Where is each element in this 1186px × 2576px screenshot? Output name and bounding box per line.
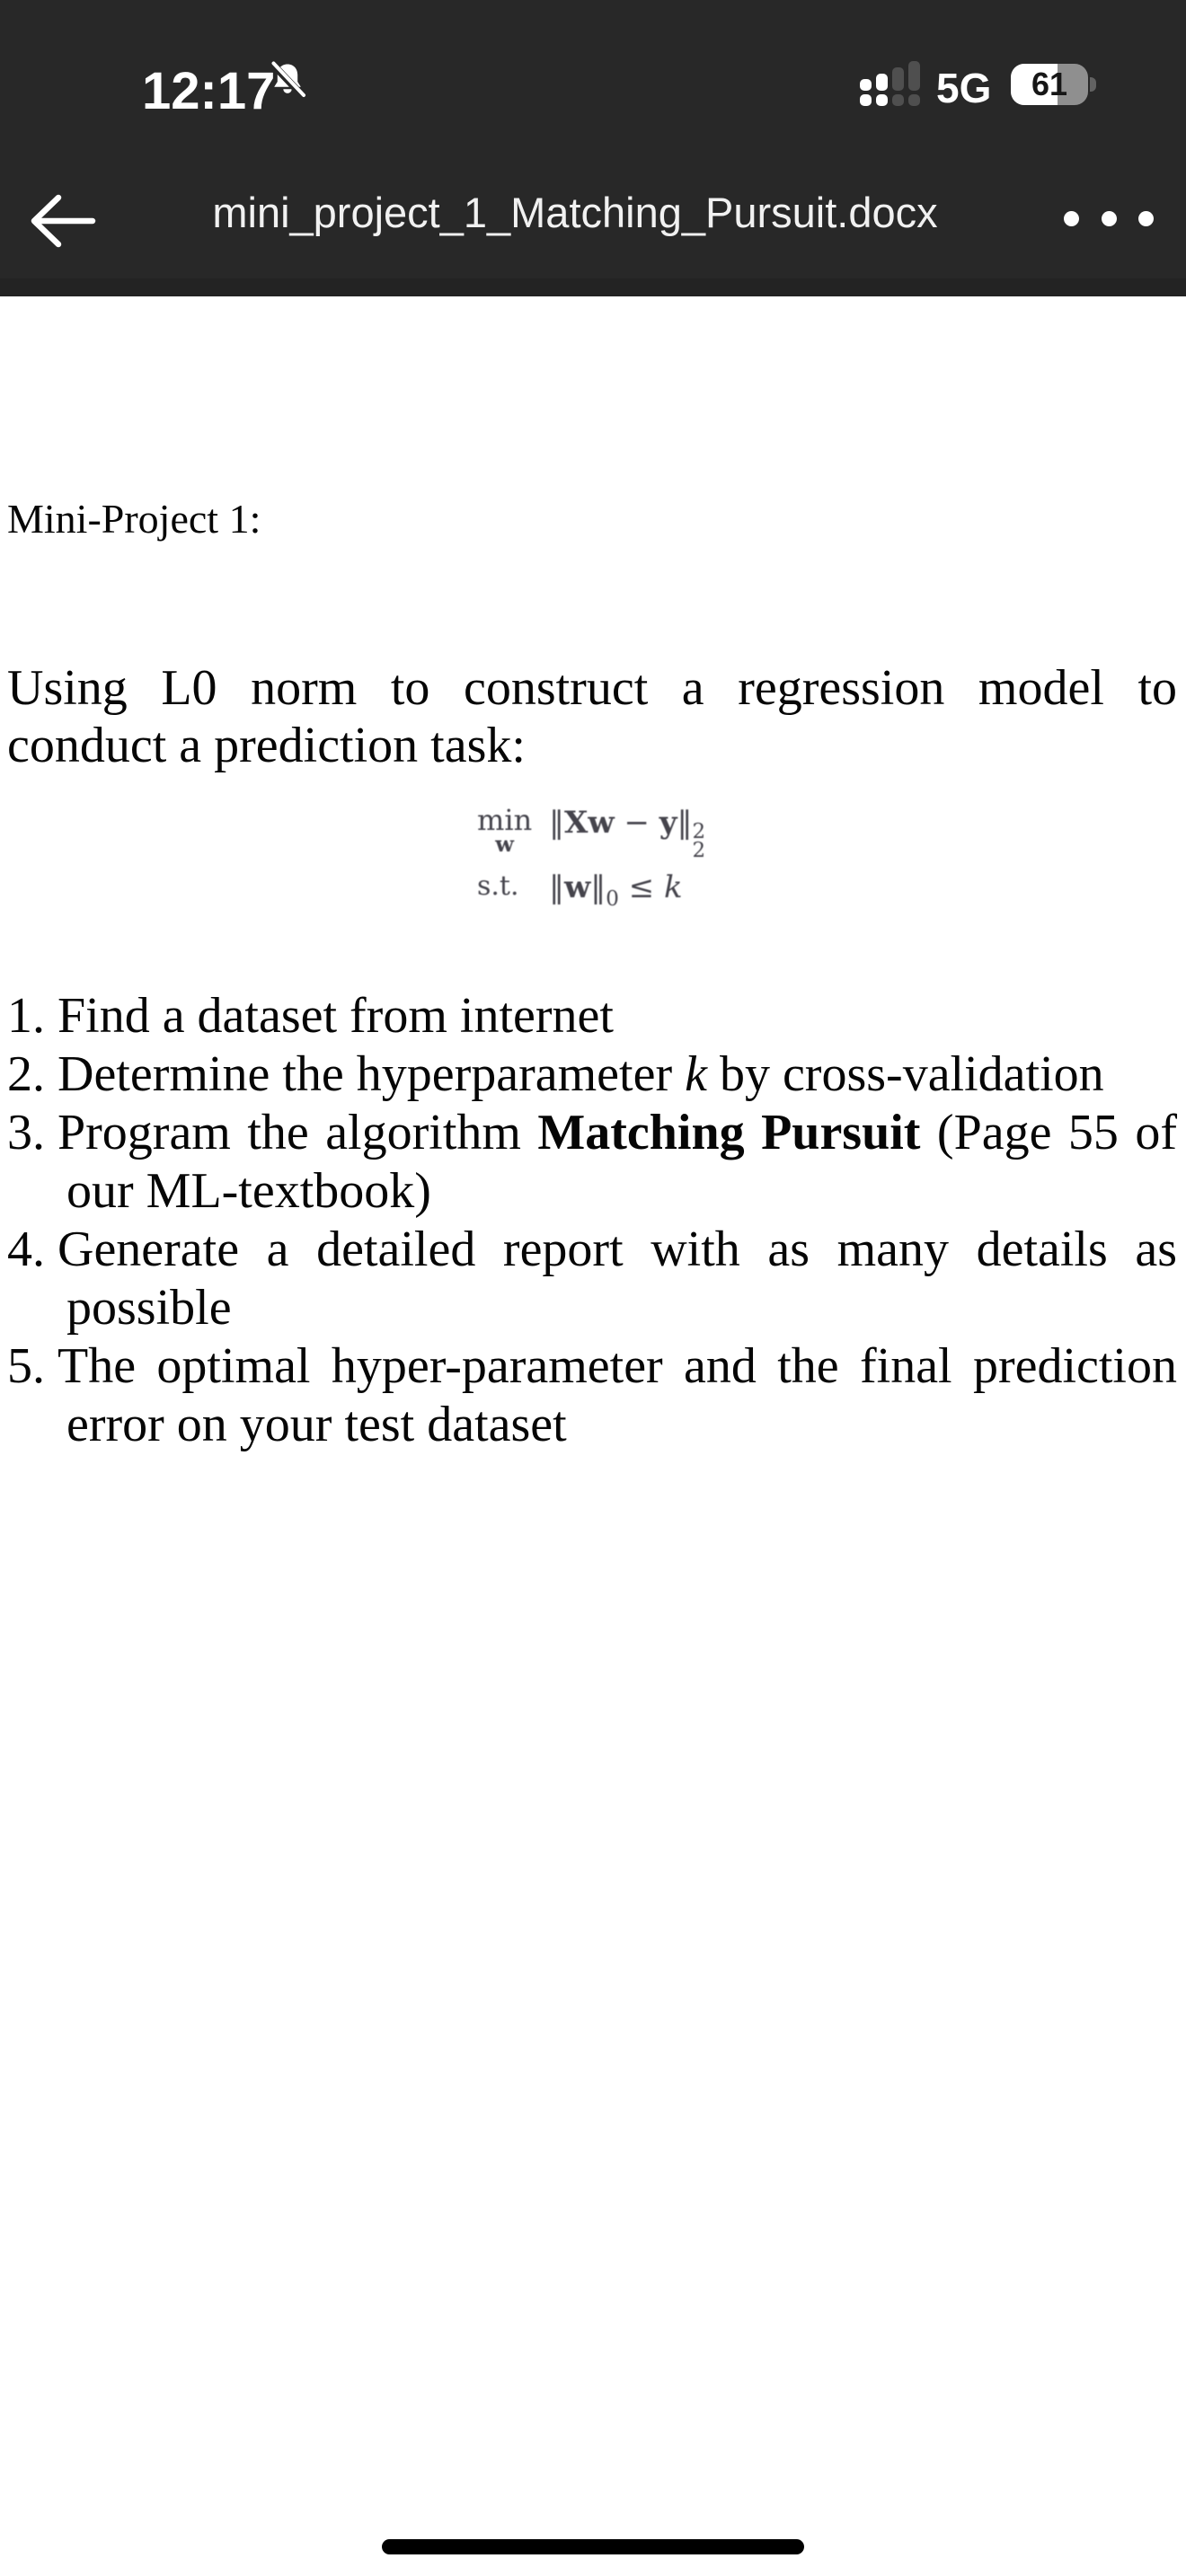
battery-nub xyxy=(1090,77,1096,92)
constraint-expression: $‖w‖_0 \le k$ xyxy=(549,869,683,911)
list-item xyxy=(7,987,1177,1045)
document-title: mini_project_1_Matching_Pursuit.docx xyxy=(212,188,938,236)
nav-bar xyxy=(0,144,1186,278)
list-item-number: 5. xyxy=(7,1338,45,1394)
list-item xyxy=(7,1337,1177,1454)
back-button[interactable] xyxy=(20,187,106,259)
list-item xyxy=(7,1045,1177,1104)
list-item xyxy=(7,1104,1177,1221)
document-viewer[interactable] xyxy=(0,296,1186,2576)
battery-body xyxy=(1011,64,1088,105)
list-item-number: 1. xyxy=(7,988,45,1044)
list-item-number: 4. xyxy=(7,1222,45,1277)
notifications-muted-bell-icon xyxy=(266,59,309,107)
more-menu-button[interactable] xyxy=(1064,196,1154,241)
list-item-text: Program the algorithm Matching Pursuit (Page 55 of our ML-textbook) xyxy=(58,1105,1178,1219)
doc-paragraph: Using L0 norm to construct a regression model to conduct a prediction task: xyxy=(7,660,1177,773)
network-type-label: 5G xyxy=(936,65,992,111)
cellular-signal-icon xyxy=(860,65,923,106)
battery-indicator xyxy=(1011,64,1097,105)
formula-constraint-row xyxy=(477,869,765,917)
min-operator: min w xyxy=(477,803,533,857)
app-header xyxy=(0,0,1186,296)
list-item-number: 3. xyxy=(7,1105,45,1160)
more-dot-icon xyxy=(1064,211,1079,226)
list-item-text: Generate a detailed report with as many details as possible xyxy=(58,1222,1177,1336)
status-time: 12:17 xyxy=(142,62,276,120)
formula-image xyxy=(477,805,765,917)
list-item-text: Find a dataset from internet xyxy=(58,988,614,1044)
list-item-text: Determine the hyperparameter k by cross-validation xyxy=(58,1046,1104,1102)
subject-to-label: s.t. xyxy=(477,870,519,902)
more-dot-icon xyxy=(1138,211,1154,226)
list-item-text: The optimal hyper-parameter and the final prediction error on your test dataset xyxy=(58,1338,1177,1452)
numbered-list xyxy=(7,987,1177,1454)
list-item-number: 2. xyxy=(7,1046,45,1102)
battery-percent: 61 xyxy=(1031,66,1068,102)
objective-expression: ‖Xw − y‖ 2 2 xyxy=(549,805,706,862)
status-right-cluster xyxy=(827,63,1186,113)
status-bar xyxy=(0,0,1186,144)
formula-objective-row xyxy=(477,805,765,860)
home-indicator[interactable] xyxy=(382,2539,804,2554)
list-item xyxy=(7,1221,1177,1337)
back-arrow-icon xyxy=(26,190,100,256)
more-dot-icon xyxy=(1102,211,1117,226)
doc-heading: Mini-Project 1: xyxy=(7,496,261,542)
